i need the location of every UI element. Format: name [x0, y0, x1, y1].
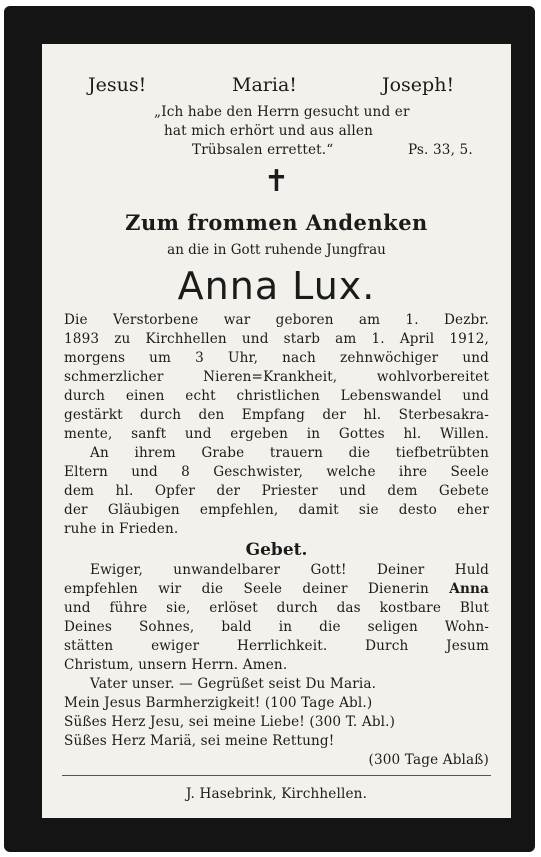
biography-line: dem hl. Opfer der Priester und dem Gebete: [64, 483, 489, 499]
biography-line: ruhe in Frieden.: [64, 521, 179, 537]
biography-line: schmerzlicher Nieren=Krankheit, wohlvorbereitet: [64, 369, 489, 385]
indulgence-line: Süßes Herz Jesu, sei meine Liebe! (300 T. Abl.): [64, 714, 396, 730]
our-father-ave-maria: Vater unser. — Gegrüßet seist Du Maria.: [90, 676, 377, 692]
biography-line: der Gläubigen empfehlen, damit sie desto eher: [64, 502, 489, 518]
memorial-title: Zum frommen Andenken: [125, 210, 428, 235]
deceased-name: Anna Lux.: [177, 264, 376, 308]
biography-line: Die Verstorbene war geboren am 1. Dezbr.: [64, 312, 489, 328]
prayer-name-anna: Anna: [449, 581, 489, 597]
prayer-line: Christum, unsern Herrn. Amen.: [64, 657, 288, 673]
prayer-title: Gebet.: [245, 540, 308, 560]
biography-line: Eltern und 8 Geschwister, welche ihre Seele: [64, 464, 489, 480]
printer-imprint: J. Hasebrink, Kirchhellen.: [185, 786, 368, 802]
quote-line-1: „Ich habe den Herrn gesucht und er: [154, 104, 410, 120]
invocation-joseph: Joseph!: [382, 74, 455, 96]
prayer-line: Deines Sohnes, bald in die seligen Wohn-: [64, 619, 489, 635]
indulgence-line: Süßes Herz Mariä, sei meine Rettung!: [64, 733, 335, 749]
indulgence-note: (300 Tage Ablaß): [368, 752, 489, 768]
biography-line: An ihrem Grabe trauern die tiefbetrübten: [90, 445, 489, 461]
invocation-maria: Maria!: [232, 74, 297, 96]
prayer-line-text: empfehlen wir die Seele deiner Dienerin: [64, 581, 429, 597]
prayer-line: [64, 581, 489, 597]
invocation-jesus: Jesus!: [88, 74, 147, 96]
memorial-subtitle: an die in Gott ruhende Jungfrau: [167, 242, 386, 258]
biography-line: morgens um 3 Uhr, nach zehnwöchiger und: [64, 350, 489, 366]
prayer-line: Ewiger, unwandelbarer Gott! Deiner Huld: [90, 562, 489, 578]
biography-line: durch einen echt christlichen Lebenswandel und: [64, 388, 489, 404]
memorial-card: [4, 6, 535, 852]
indulgence-line: Mein Jesus Barmherzigkeit! (100 Tage Abl.): [64, 695, 373, 711]
prayer-line: und führe sie, erlöset durch das kostbare Blut: [64, 600, 489, 616]
quote-line-2: hat mich erhört und aus allen: [164, 123, 373, 139]
card-paper: [42, 44, 511, 818]
quote-line-3: Trübsalen errettet.“: [192, 142, 334, 158]
divider: [62, 775, 491, 776]
cross-icon: ✝: [263, 164, 290, 199]
biography-line: mente, sanft und ergeben in Gottes hl. Willen.: [64, 426, 489, 442]
prayer-line: stätten ewiger Herrlichkeit. Durch Jesum: [64, 638, 489, 654]
biography-line: gestärkt durch den Empfang der hl. Sterbesakra-: [64, 407, 489, 423]
biography-line: 1893 zu Kirchhellen und starb am 1. April 1912,: [64, 331, 489, 347]
quote-reference: Ps. 33, 5.: [408, 142, 473, 158]
